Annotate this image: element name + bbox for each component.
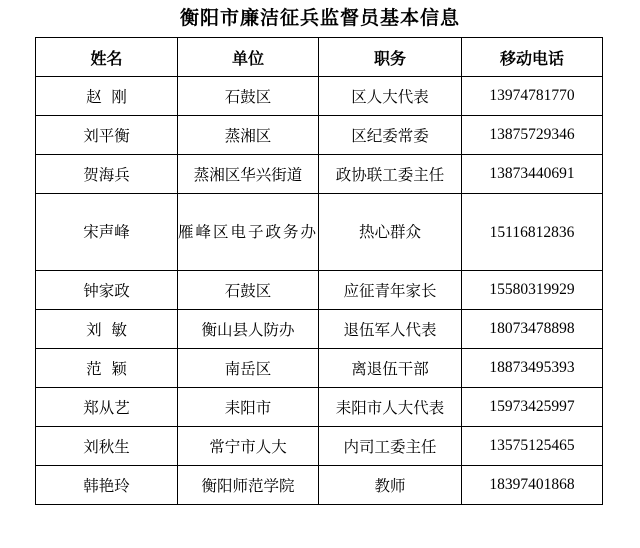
cell-unit: 蒸湘区华兴街道 [178,155,319,194]
cell-phone: 15973425997 [462,388,603,427]
cell-phone: 13875729346 [462,116,603,155]
cell-position: 退伍军人代表 [319,310,462,349]
document-title: 衡阳市廉洁征兵监督员基本信息 [179,7,460,29]
table-row [36,155,603,194]
cell-unit: 雁峰区电子政务办 [178,194,319,271]
cell-unit: 衡阳师范学院 [178,466,319,505]
cell-position: 离退伍干部 [319,349,462,388]
cell-name: 刘平衡 [36,116,178,155]
cell-name: 郑从艺 [36,388,178,427]
table-row [36,388,603,427]
cell-phone: 18873495393 [462,349,603,388]
cell-phone: 13873440691 [462,155,603,194]
cell-phone: 15116812836 [462,194,603,271]
cell-position: 区人大代表 [319,77,462,116]
cell-unit: 石鼓区 [178,271,319,310]
cell-phone: 18397401868 [462,466,603,505]
table-row [36,271,603,310]
table-row [36,77,603,116]
header-name: 姓名 [36,38,178,77]
header-unit: 单位 [178,38,319,77]
cell-unit: 耒阳市 [178,388,319,427]
cell-position: 应征青年家长 [319,271,462,310]
header-position: 职务 [319,38,462,77]
cell-name: 赵 刚 [36,77,178,116]
cell-phone: 13575125465 [462,427,603,466]
cell-position: 热心群众 [319,194,462,271]
cell-name: 韩艳玲 [36,466,178,505]
cell-position: 内司工委主任 [319,427,462,466]
cell-position: 区纪委常委 [319,116,462,155]
table-row [36,116,603,155]
cell-unit: 石鼓区 [178,77,319,116]
cell-name: 贺海兵 [36,155,178,194]
cell-position: 教师 [319,466,462,505]
cell-unit: 衡山县人防办 [178,310,319,349]
cell-position: 耒阳市人大代表 [319,388,462,427]
cell-name: 刘秋生 [36,427,178,466]
cell-name: 宋声峰 [36,194,178,271]
cell-position: 政协联工委主任 [319,155,462,194]
table-row [36,194,603,271]
cell-unit: 常宁市人大 [178,427,319,466]
table-row [36,349,603,388]
cell-name: 钟家政 [36,271,178,310]
cell-name: 刘 敏 [36,310,178,349]
cell-phone: 18073478898 [462,310,603,349]
header-phone: 移动电话 [462,38,603,77]
table-row [36,427,603,466]
table-row [36,466,603,505]
cell-phone: 15580319929 [462,271,603,310]
cell-unit: 蒸湘区 [178,116,319,155]
supervisor-info-table [35,37,603,505]
table-header-row [36,38,603,77]
table-row [36,310,603,349]
cell-phone: 13974781770 [462,77,603,116]
cell-unit: 南岳区 [178,349,319,388]
cell-name: 范 颖 [36,349,178,388]
